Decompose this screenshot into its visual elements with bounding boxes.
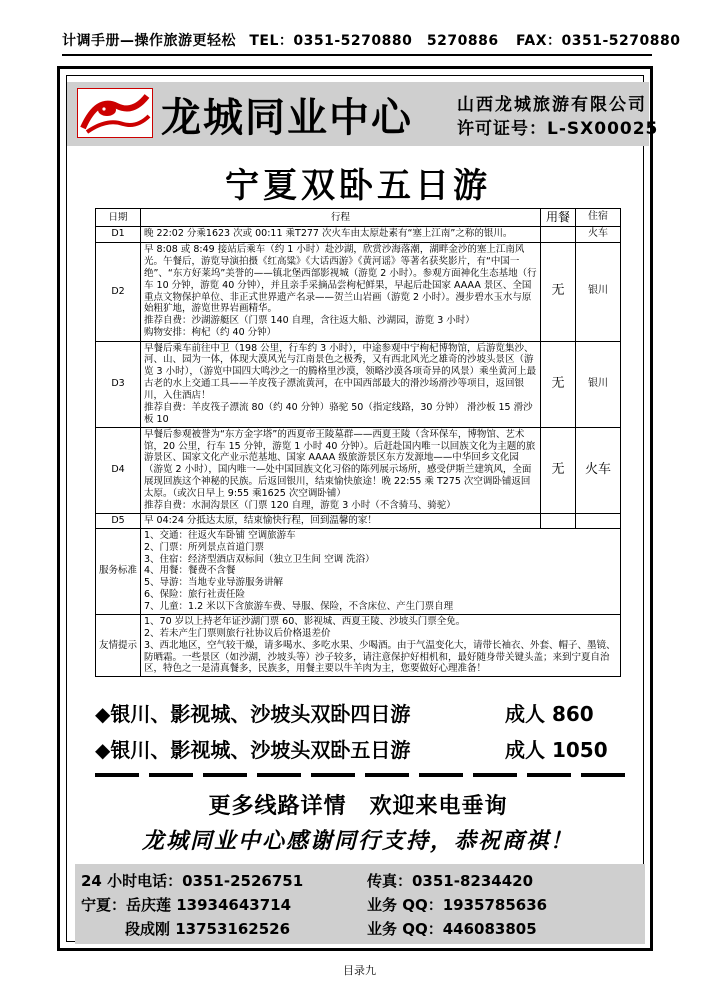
table-header-row <box>96 209 621 227</box>
company-name: 山西龙城旅游有限公司 <box>457 95 647 115</box>
stay-cell: 火车 <box>576 227 621 243</box>
thanks-banner: 龙城同业中心感谢同行支持，恭祝商祺！ <box>141 829 574 854</box>
page-inner-frame <box>66 75 659 942</box>
brand-header <box>67 82 659 146</box>
meal-cell: 无 <box>541 427 576 513</box>
diamond-icon: ◆ <box>95 702 111 726</box>
day-cell: D1 <box>96 227 141 243</box>
table-row <box>96 341 621 427</box>
meal-cell <box>541 513 576 528</box>
brand-name: 龙城同业中心 <box>161 94 413 141</box>
dragon-logo-icon <box>77 88 153 138</box>
page-frame <box>57 66 659 951</box>
stay-cell: 银川 <box>576 341 621 427</box>
top-tel: TEL：0351-5270880 5270886 <box>249 33 499 49</box>
table-row <box>96 242 621 341</box>
table-row <box>96 513 621 528</box>
second-contact: 段成刚 13753162526 <box>125 920 291 938</box>
stay-cell: 银川 <box>576 242 621 341</box>
header-day: 日期 <box>96 209 141 227</box>
slogan: 计调手册—操作旅游更轻松 <box>62 33 236 49</box>
header-meal: 用餐 <box>541 209 576 227</box>
qq-1: 业务 QQ：1935785636 <box>367 896 548 914</box>
offer-price: 成人 1050 <box>505 738 608 762</box>
header-stay: 住宿 <box>576 209 621 227</box>
service-label: 服务标准 <box>96 528 141 614</box>
offer-name: 银川、影视城、沙坡头双卧四日游 <box>110 702 411 726</box>
day-cell: D3 <box>96 341 141 427</box>
top-contact-bar <box>62 30 681 56</box>
service-text: 1、交通：往返火车卧铺 空调旅游车 2、门票：所列景点首道门票 3、住宿：经济型酒店双标间（独立卫生间 空调 洗浴） 4、用餐：餐费不含餐 5、导游：当地专业导游服务讲解 6、保险：旅行社责任险 7、儿童：1.2 米以下含旅游车费、导服、保险，不含床位、产生门票自理 <box>141 528 621 614</box>
itinerary-table <box>95 208 621 677</box>
stay-cell: 火车 <box>576 427 621 513</box>
meal-cell <box>541 227 576 243</box>
stay-cell <box>576 513 621 528</box>
diamond-icon: ◆ <box>95 738 111 762</box>
fax-number: 传真：0351-8234420 <box>367 872 534 890</box>
service-standard-row <box>96 528 621 614</box>
table-row <box>96 227 621 243</box>
meal-cell: 无 <box>541 341 576 427</box>
dashed-divider <box>95 773 625 777</box>
route-cell: 早 04:24 分抵达太原，结束愉快行程，回到温馨的家！ <box>141 513 541 528</box>
hotline: 24 小时电话：0351-2526751 <box>81 872 304 890</box>
tips-row <box>96 614 621 676</box>
offer-price: 成人 860 <box>505 702 594 726</box>
day-cell: D2 <box>96 242 141 341</box>
qq-2: 业务 QQ：446083805 <box>367 920 537 938</box>
page-title: 宁夏双卧五日游 <box>225 166 491 206</box>
offer-line <box>95 698 594 727</box>
tips-label: 友情提示 <box>96 614 141 676</box>
table-row <box>96 427 621 513</box>
offer-name: 银川、影视城、沙坡头双卧五日游 <box>110 738 411 762</box>
route-cell: 早 8:08 或 8:49 接站后乘车（约 1 小时）赴沙湖，欣赏沙海落潮，湖畔金沙的塞上江南风光。午餐后，游览导演拍摄《红高粱》《大话西游》《黄河谣》等著名获奖影片，有“中国一绝”、“东方好莱坞”美誉的——镇北堡西部影视城（游览 2 小时）。参观方面神化生态基地（行车 10 分钟，游览 40 分钟），并且亲手采摘品尝枸杞鲜果，早起后赴国家 AAAA 景区、全国重点文物保护单位、非正式世界遗产名录——贺兰山岩画（游览 2 小时）。漫步碧水玉水与原始粗犷地，游览世界岩画精华。 推荐自费：沙湖游艇区（门票 140 自理，含往返大船、沙湖园，游览 3 小时） 购物安排：枸杞（约 40 分钟） <box>141 242 541 341</box>
header-route: 行程 <box>141 209 541 227</box>
contact-box <box>75 864 645 944</box>
route-cell: 晚 22:02 分乘1623 次或 00:11 乘T277 次火车由太原赴素有“塞上江南”之称的银川。 <box>141 227 541 243</box>
route-cell: 早餐后参观被誉为“东方金字塔”的西夏帝王陵墓群——西夏王陵（含环保车，博物馆、艺术馆，20 公里，行车 15 分钟，游览 1 小时 40 分钟）。后赶赴国内唯一以回族文化为主题的旅游景区、国家文化产业示范基地、国家 AAAA 级旅游景区东方发源地——中华回乡文化园（游览 2 小时），国内唯一—处中国回族文化习俗的陈列展示场所，感受伊斯兰建筑风，全面展现回族这个神秘的民族。后返回银川，结束愉快旅途！晚 22:55 乘 T275 次空调卧铺返回太原。（或次日早上 9:55 乘1625 次空调卧铺） 推荐自费：水洞沟景区（门票 120 自理，游览 3 小时（不含骑马、骑驼） <box>141 427 541 513</box>
tips-text: 1、70 岁以上持老年证沙湖门票 60、影视城、西夏王陵、沙坡头门票全免。 2、若未产生门票则旅行社协议后价格退差价 3、西北地区，空气较干燥，请多喝水、多吃水果、少喝酒。由于气温变化大，请带长袖衣、外套、帽子、墨镜、防晒霜。一些景区（如沙湖，沙坡头等）沙子较多，请注意保护好相机和，最好随身带关键头盖；来到宁夏自治区，特色之一是清真餐多，民族多，用餐主要以牛羊肉为主，您要做好心理准备！ <box>141 614 621 676</box>
meal-cell: 无 <box>541 242 576 341</box>
page-footer: 目录九 <box>343 964 376 977</box>
ningxia-contact: 宁夏：岳庆莲 13934643714 <box>81 896 292 914</box>
offer-line <box>95 734 608 763</box>
route-cell: 早餐后乘车前往中卫（198 公里，行车约 3 小时），中途参观中宁枸杞博物馆，后游览集沙、河、山、园为一体，体现大漠风光与江南景色之极秀，又有西北风光之雄奇的沙坡头景区（游览 3 小时），（游览中国四大鸣沙之一的腾格里沙漠，领略沙漠各项奇异的风景）乘坐黄河上最古老的水上交通工具——羊皮筏子漂流黄河，在中国西部最大的滑沙场滑沙等项目，返回银川，入住酒店！ 推荐自费：羊皮筏子漂流 80（约 40 分钟）骆驼 50（指定线路，30 分钟） 滑沙板 15 滑沙板 10 <box>141 341 541 427</box>
license-number: 许可证号：L-SX00025 <box>457 119 659 139</box>
day-cell: D4 <box>96 427 141 513</box>
top-fax: FAX：0351-5270880 <box>515 33 681 49</box>
day-cell: D5 <box>96 513 141 528</box>
more-info-banner: 更多线路详情 欢迎来电垂询 <box>208 793 508 819</box>
